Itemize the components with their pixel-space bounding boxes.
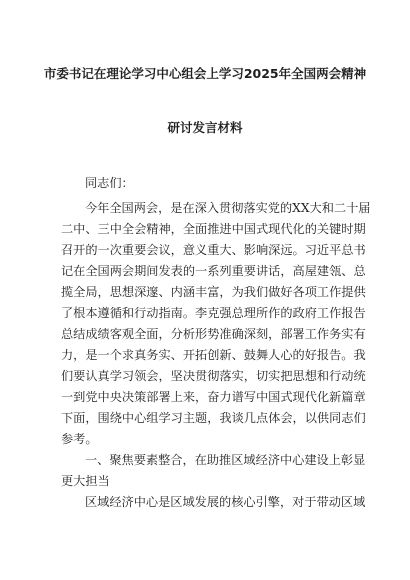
paragraph-line: 参考。 (61, 432, 98, 446)
paragraph-line: 二中、三中全会精神，全面推进中国式现代化的关键时期 (61, 222, 366, 236)
paragraph-line: 今年全国两会，是在深入贯彻落实党的XX大和二十届 (85, 201, 371, 215)
paragraph-line: 揽全局，思想深邃、内涵丰富，为我们做好各项工作提供 (61, 285, 366, 299)
document-title-line-2: 研讨发言材料 (167, 120, 243, 135)
section-heading-line: 更大担当 (61, 474, 110, 488)
paragraph-line: 一到党中央决策部署上来，奋力谱写中国式现代化新篇章 (61, 390, 366, 404)
paragraph-line: 力，是一个求真务实、开拓创新、鼓舞人心的好报告。我 (61, 348, 366, 362)
paragraph-line: 了根本遵循和行动指南。李克强总理所作的政府工作报告 (61, 306, 366, 320)
document-title-line-1: 市委书记在理论学习中心组会上学习2025年全国两会精神 (43, 66, 367, 81)
paragraph-line: 下面，围绕中心组学习主题，我谈几点体会，以供同志们 (61, 411, 366, 425)
paragraph-line: 们要认真学习领会，坚决贯彻落实，切实把思想和行动统 (61, 369, 366, 383)
salutation: 同志们： (85, 176, 134, 190)
paragraph-line: 总结成绩客观全面，分析形势准确深刻，部署工作务实有 (61, 327, 366, 341)
paragraph-line: 记在全国两会期间发表的一系列重要讲话，高屋建瓴、总 (61, 264, 366, 278)
paragraph-line: 区域经济中心是区域发展的核心引擎，对于带动区域 (85, 495, 366, 509)
paragraph-line: 召开的一次重要会议，意义重大、影响深远。习近平总书 (61, 243, 366, 257)
section-heading-line: 一、聚焦要素整合，在助推区域经济中心建设上彰显 (85, 453, 366, 467)
